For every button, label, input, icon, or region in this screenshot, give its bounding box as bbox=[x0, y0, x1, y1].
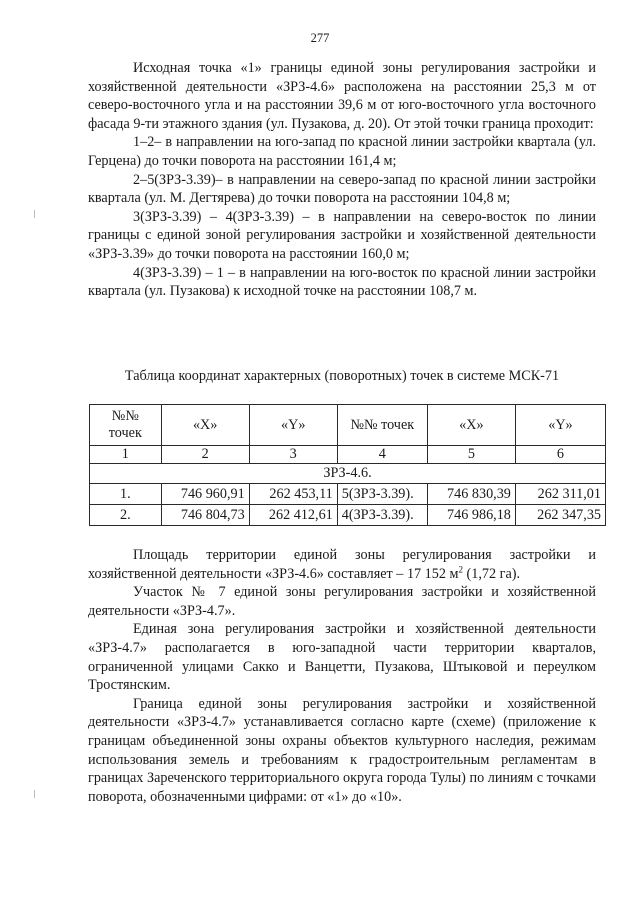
column-index: 5 bbox=[427, 446, 515, 464]
coord-y-2: 262 311,01 bbox=[515, 484, 605, 505]
coord-y: 262 453,11 bbox=[249, 484, 337, 505]
description-top bbox=[88, 59, 596, 301]
coord-x-2: 746 830,39 bbox=[427, 484, 515, 505]
paragraph-start-point: Исходная точка «1» границы единой зоны регулирования застройки и хозяйственной деятельности «ЗРЗ-4.6» расположена на расстоянии 25,3 м от северо-восточного угла и на расстоянии 39,6 м от юго-восточного угла восточного фасада 9-ти этажного здания (ул. Пузакова, д. 20). От этой точки граница проходит: bbox=[88, 60, 596, 132]
column-index: 4 bbox=[337, 446, 427, 464]
coord-x: 746 960,91 bbox=[161, 484, 249, 505]
area-text: Площадь территории единой зоны регулирования застройки и хозяйственной деятельности «ЗРЗ-4.6» составляет – 17 152 м bbox=[88, 547, 596, 582]
header-y: «Y» bbox=[249, 405, 337, 446]
column-index: 6 bbox=[515, 446, 605, 464]
header-point-number-2: №№ точек bbox=[337, 405, 427, 446]
paragraph-segment-4-1: 4(ЗРЗ-3.39) – 1 – в направлении на юго-восток по красной линии застройки квартала (ул. Пузакова) к исходной точке на расстоянии 108,7 м. bbox=[88, 264, 596, 300]
zone-label: ЗРЗ-4.6. bbox=[90, 464, 606, 484]
table-header-row bbox=[90, 405, 606, 446]
paragraph-section-title: Участок № 7 единой зоны регулирования застройки и хозяйственной деятельности «ЗРЗ-4.7». bbox=[88, 584, 596, 619]
table-zone-row bbox=[90, 464, 606, 484]
point-number: 1. bbox=[90, 484, 162, 505]
paragraph-segment-1-2: 1–2– в направлении на юго-запад по красной линии застройки квартала (ул. Герцена) до точки поворота на расстоянии 161,4 м; bbox=[88, 134, 596, 169]
coord-y-2: 262 347,35 bbox=[515, 505, 605, 526]
table-row bbox=[90, 484, 606, 505]
table-caption: Таблица координат характерных (поворотных) точек в системе МСК-71 bbox=[124, 368, 560, 384]
paragraph-segment-3-4: 3(ЗРЗ-3.39) – 4(ЗРЗ-3.39) – в направлении на северо-восток по линии границы с единой зоной регулирования застройки и хозяйственной деятельности «ЗРЗ-3.39» до точки поворота на расстоянии 160,0 м; bbox=[88, 208, 596, 262]
scan-edge-mark bbox=[34, 790, 35, 798]
area-text-end: (1,72 га). bbox=[463, 565, 521, 582]
scan-edge-mark bbox=[34, 210, 35, 218]
header-x-2: «X» bbox=[427, 405, 515, 446]
point-number-2: 5(ЗРЗ-3.39). bbox=[337, 484, 427, 505]
header-x: «X» bbox=[161, 405, 249, 446]
coordinates-table bbox=[89, 404, 606, 526]
point-number: 2. bbox=[90, 505, 162, 526]
coord-x-2: 746 986,18 bbox=[427, 505, 515, 526]
coord-x: 746 804,73 bbox=[161, 505, 249, 526]
paragraph-segment-2-5: 2–5(ЗРЗ-3.39)– в направлении на северо-запад по красной линии застройки квартала (ул. М. Дегтярева) до точки поворота на расстоянии 104,8 м; bbox=[88, 171, 596, 207]
page-number: 277 bbox=[310, 31, 330, 45]
coord-y: 262 412,61 bbox=[249, 505, 337, 526]
description-bottom bbox=[88, 546, 596, 806]
paragraph-zone-location: Единая зона регулирования застройки и хозяйственной деятельности «ЗРЗ-4.7» располагается в юго-западной части территории кварталов, ограниченной улицами Сакко и Ванцетти, Пузакова, Штыковой и переулком Тростянским. bbox=[88, 621, 596, 694]
area-unit-superscript: 2 bbox=[458, 563, 463, 574]
header-y-2: «Y» bbox=[515, 405, 605, 446]
point-number-2: 4(ЗРЗ-3.39). bbox=[337, 505, 427, 526]
paragraph-area bbox=[88, 546, 596, 583]
table-index-row bbox=[90, 446, 606, 464]
column-index: 3 bbox=[249, 446, 337, 464]
header-point-number: №№ точек bbox=[90, 405, 162, 446]
table-row bbox=[90, 505, 606, 526]
column-index: 1 bbox=[90, 446, 162, 464]
paragraph-zone-boundary: Граница единой зоны регулирования застройки и хозяйственной деятельности «ЗРЗ-4.7» устанавливается согласно карте (схеме) (приложение к границам объединенной зоны охраны объектов культурного наследия, режимам использования земель и требованиям к градостроительным регламентам в границах Зареченского территориального округа города Тулы) по линиям с точками поворота, обозначенными цифрами: от «1» до «10». bbox=[88, 695, 596, 805]
column-index: 2 bbox=[161, 446, 249, 464]
